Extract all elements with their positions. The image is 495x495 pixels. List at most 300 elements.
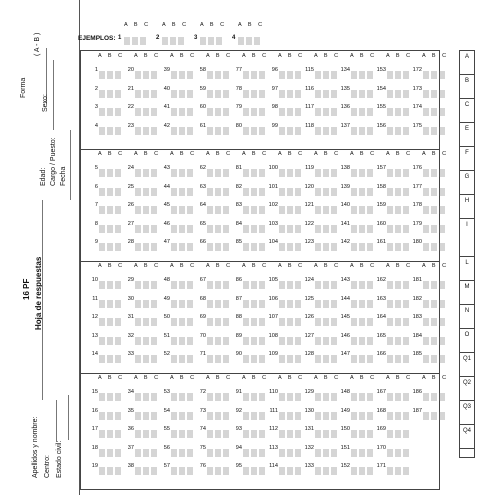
- bubble-option-a[interactable]: [207, 90, 213, 98]
- bubble-option-c[interactable]: [367, 449, 373, 457]
- bubble-option-a[interactable]: [99, 206, 105, 214]
- bubble-option-c[interactable]: [223, 225, 229, 233]
- bubble-option-a[interactable]: [207, 318, 213, 326]
- bubble-option-b[interactable]: [323, 71, 329, 79]
- bubble-option-c[interactable]: [223, 467, 229, 475]
- bubble-option-c[interactable]: [367, 243, 373, 251]
- bubble-option-b[interactable]: [179, 281, 185, 289]
- bubble-option-a[interactable]: [351, 467, 357, 475]
- bubble-option-b[interactable]: [251, 412, 257, 420]
- bubble-option-b[interactable]: [323, 430, 329, 438]
- bubble-option-b[interactable]: [359, 467, 365, 475]
- bubble-option-c[interactable]: [115, 243, 121, 251]
- bubble-option-a[interactable]: [351, 108, 357, 116]
- bubble-option-a[interactable]: [171, 449, 177, 457]
- bubble-option-a[interactable]: [387, 108, 393, 116]
- bubble-option-a[interactable]: [243, 127, 249, 135]
- bubble-option-c[interactable]: [178, 37, 184, 45]
- bubble-option-c[interactable]: [295, 90, 301, 98]
- bubble-option-a[interactable]: [99, 337, 105, 345]
- bubble-option-c[interactable]: [295, 412, 301, 420]
- bubble-option-c[interactable]: [151, 412, 157, 420]
- bubble-option-a[interactable]: [99, 108, 105, 116]
- bubble-option-c[interactable]: [223, 355, 229, 363]
- bubble-option-b[interactable]: [359, 127, 365, 135]
- bubble-option-a[interactable]: [279, 108, 285, 116]
- bubble-option-a[interactable]: [315, 90, 321, 98]
- bubble-option-c[interactable]: [187, 281, 193, 289]
- bubble-option-c[interactable]: [367, 355, 373, 363]
- bubble-option-a[interactable]: [387, 281, 393, 289]
- bubble-option-b[interactable]: [143, 393, 149, 401]
- bubble-option-a[interactable]: [243, 412, 249, 420]
- bubble-option-c[interactable]: [259, 467, 265, 475]
- bubble-option-a[interactable]: [351, 281, 357, 289]
- bubble-option-b[interactable]: [287, 127, 293, 135]
- bubble-option-b[interactable]: [395, 90, 401, 98]
- bubble-option-c[interactable]: [259, 206, 265, 214]
- bubble-option-c[interactable]: [367, 281, 373, 289]
- bubble-option-b[interactable]: [143, 467, 149, 475]
- bubble-option-b[interactable]: [107, 90, 113, 98]
- bubble-option-b[interactable]: [395, 337, 401, 345]
- bubble-option-b[interactable]: [251, 467, 257, 475]
- bubble-option-a[interactable]: [99, 467, 105, 475]
- bubble-option-b[interactable]: [287, 467, 293, 475]
- bubble-option-a[interactable]: [387, 393, 393, 401]
- bubble-option-b[interactable]: [431, 169, 437, 177]
- bubble-option-a[interactable]: [423, 188, 429, 196]
- bubble-option-c[interactable]: [187, 412, 193, 420]
- bubble-option-b[interactable]: [215, 206, 221, 214]
- bubble-option-c[interactable]: [259, 90, 265, 98]
- bubble-option-a[interactable]: [315, 467, 321, 475]
- bubble-option-c[interactable]: [115, 206, 121, 214]
- bubble-option-c[interactable]: [187, 430, 193, 438]
- bubble-option-b[interactable]: [132, 37, 138, 45]
- bubble-option-c[interactable]: [367, 225, 373, 233]
- bubble-option-b[interactable]: [143, 108, 149, 116]
- bubble-option-a[interactable]: [135, 467, 141, 475]
- bubble-option-c[interactable]: [223, 393, 229, 401]
- bubble-option-c[interactable]: [295, 449, 301, 457]
- bubble-option-a[interactable]: [99, 393, 105, 401]
- bubble-option-b[interactable]: [323, 300, 329, 308]
- bubble-option-b[interactable]: [359, 449, 365, 457]
- bubble-option-c[interactable]: [223, 188, 229, 196]
- bubble-option-c[interactable]: [187, 225, 193, 233]
- bubble-option-c[interactable]: [403, 430, 409, 438]
- bubble-option-c[interactable]: [223, 430, 229, 438]
- bubble-option-c[interactable]: [223, 90, 229, 98]
- bubble-option-c[interactable]: [331, 108, 337, 116]
- bubble-option-c[interactable]: [439, 206, 445, 214]
- bubble-option-c[interactable]: [439, 127, 445, 135]
- bubble-option-c[interactable]: [367, 300, 373, 308]
- bubble-option-c[interactable]: [259, 243, 265, 251]
- bubble-option-a[interactable]: [243, 449, 249, 457]
- bubble-option-b[interactable]: [143, 188, 149, 196]
- bubble-option-a[interactable]: [99, 281, 105, 289]
- bubble-option-c[interactable]: [259, 108, 265, 116]
- bubble-option-a[interactable]: [207, 127, 213, 135]
- bubble-option-c[interactable]: [115, 90, 121, 98]
- bubble-option-a[interactable]: [171, 300, 177, 308]
- bubble-option-a[interactable]: [387, 169, 393, 177]
- bubble-option-b[interactable]: [215, 430, 221, 438]
- bubble-option-a[interactable]: [351, 355, 357, 363]
- bubble-option-a[interactable]: [135, 243, 141, 251]
- bubble-option-c[interactable]: [223, 243, 229, 251]
- bubble-option-b[interactable]: [287, 281, 293, 289]
- bubble-option-b[interactable]: [287, 430, 293, 438]
- bubble-option-b[interactable]: [246, 37, 252, 45]
- bubble-option-a[interactable]: [279, 449, 285, 457]
- bubble-option-c[interactable]: [187, 90, 193, 98]
- bubble-option-b[interactable]: [215, 71, 221, 79]
- bubble-option-c[interactable]: [367, 467, 373, 475]
- bubble-option-b[interactable]: [143, 206, 149, 214]
- bubble-option-b[interactable]: [179, 188, 185, 196]
- bubble-option-b[interactable]: [179, 206, 185, 214]
- bubble-option-a[interactable]: [135, 318, 141, 326]
- bubble-option-a[interactable]: [99, 449, 105, 457]
- bubble-option-c[interactable]: [331, 188, 337, 196]
- bubble-option-c[interactable]: [223, 412, 229, 420]
- bubble-option-b[interactable]: [215, 355, 221, 363]
- bubble-option-b[interactable]: [251, 300, 257, 308]
- bubble-option-a[interactable]: [315, 449, 321, 457]
- bubble-option-b[interactable]: [215, 449, 221, 457]
- bubble-option-b[interactable]: [359, 71, 365, 79]
- bubble-option-b[interactable]: [215, 127, 221, 135]
- bubble-option-a[interactable]: [171, 337, 177, 345]
- bubble-option-b[interactable]: [107, 467, 113, 475]
- bubble-option-c[interactable]: [259, 412, 265, 420]
- bubble-option-a[interactable]: [243, 169, 249, 177]
- bubble-option-b[interactable]: [143, 225, 149, 233]
- bubble-option-b[interactable]: [143, 449, 149, 457]
- bubble-option-c[interactable]: [223, 337, 229, 345]
- bubble-option-a[interactable]: [243, 467, 249, 475]
- bubble-option-b[interactable]: [251, 188, 257, 196]
- bubble-option-a[interactable]: [387, 430, 393, 438]
- bubble-option-a[interactable]: [99, 127, 105, 135]
- bubble-option-b[interactable]: [431, 206, 437, 214]
- bubble-option-a[interactable]: [315, 188, 321, 196]
- bubble-option-c[interactable]: [151, 300, 157, 308]
- bubble-option-c[interactable]: [439, 71, 445, 79]
- bubble-option-b[interactable]: [395, 206, 401, 214]
- bubble-option-c[interactable]: [115, 127, 121, 135]
- bubble-option-a[interactable]: [423, 90, 429, 98]
- bubble-option-c[interactable]: [115, 318, 121, 326]
- bubble-option-b[interactable]: [323, 318, 329, 326]
- bubble-option-a[interactable]: [351, 393, 357, 401]
- bubble-option-b[interactable]: [143, 337, 149, 345]
- bubble-option-c[interactable]: [367, 337, 373, 345]
- bubble-option-a[interactable]: [135, 225, 141, 233]
- bubble-option-a[interactable]: [207, 300, 213, 308]
- bubble-option-a[interactable]: [171, 127, 177, 135]
- bubble-option-c[interactable]: [403, 225, 409, 233]
- bubble-option-c[interactable]: [151, 337, 157, 345]
- bubble-option-b[interactable]: [395, 300, 401, 308]
- bubble-option-b[interactable]: [359, 243, 365, 251]
- bubble-option-c[interactable]: [403, 300, 409, 308]
- bubble-option-b[interactable]: [431, 90, 437, 98]
- bubble-option-a[interactable]: [207, 206, 213, 214]
- bubble-option-c[interactable]: [295, 318, 301, 326]
- bubble-option-c[interactable]: [151, 225, 157, 233]
- bubble-option-c[interactable]: [115, 169, 121, 177]
- bubble-option-c[interactable]: [223, 169, 229, 177]
- bubble-option-b[interactable]: [431, 71, 437, 79]
- bubble-option-a[interactable]: [99, 430, 105, 438]
- bubble-option-b[interactable]: [251, 127, 257, 135]
- bubble-option-a[interactable]: [135, 281, 141, 289]
- bubble-option-a[interactable]: [351, 127, 357, 135]
- bubble-option-c[interactable]: [115, 412, 121, 420]
- bubble-option-a[interactable]: [423, 355, 429, 363]
- bubble-option-c[interactable]: [115, 188, 121, 196]
- bubble-option-b[interactable]: [107, 318, 113, 326]
- bubble-option-b[interactable]: [431, 337, 437, 345]
- bubble-option-a[interactable]: [387, 225, 393, 233]
- bubble-option-a[interactable]: [99, 188, 105, 196]
- bubble-option-c[interactable]: [331, 206, 337, 214]
- bubble-option-a[interactable]: [207, 449, 213, 457]
- bubble-option-a[interactable]: [351, 90, 357, 98]
- bubble-option-b[interactable]: [143, 281, 149, 289]
- bubble-option-c[interactable]: [331, 281, 337, 289]
- bubble-option-b[interactable]: [323, 243, 329, 251]
- bubble-option-c[interactable]: [151, 318, 157, 326]
- bubble-option-c[interactable]: [151, 281, 157, 289]
- bubble-option-c[interactable]: [403, 355, 409, 363]
- bubble-option-b[interactable]: [143, 318, 149, 326]
- bubble-option-c[interactable]: [367, 169, 373, 177]
- bubble-option-a[interactable]: [387, 318, 393, 326]
- bubble-option-b[interactable]: [359, 188, 365, 196]
- bubble-option-c[interactable]: [331, 225, 337, 233]
- bubble-option-a[interactable]: [207, 337, 213, 345]
- bubble-option-a[interactable]: [279, 300, 285, 308]
- bubble-option-a[interactable]: [279, 430, 285, 438]
- bubble-option-c[interactable]: [254, 37, 260, 45]
- bubble-option-c[interactable]: [259, 337, 265, 345]
- bubble-option-b[interactable]: [215, 412, 221, 420]
- bubble-option-b[interactable]: [359, 393, 365, 401]
- bubble-option-c[interactable]: [223, 449, 229, 457]
- bubble-option-c[interactable]: [331, 71, 337, 79]
- bubble-option-a[interactable]: [279, 355, 285, 363]
- bubble-option-c[interactable]: [259, 188, 265, 196]
- bubble-option-a[interactable]: [315, 225, 321, 233]
- bubble-option-a[interactable]: [315, 127, 321, 135]
- bubble-option-b[interactable]: [287, 300, 293, 308]
- bubble-option-b[interactable]: [107, 281, 113, 289]
- bubble-option-b[interactable]: [251, 281, 257, 289]
- bubble-option-b[interactable]: [287, 169, 293, 177]
- bubble-option-b[interactable]: [215, 225, 221, 233]
- bubble-option-a[interactable]: [99, 71, 105, 79]
- bubble-option-b[interactable]: [323, 225, 329, 233]
- bubble-option-a[interactable]: [279, 169, 285, 177]
- bubble-option-a[interactable]: [423, 206, 429, 214]
- bubble-option-c[interactable]: [331, 467, 337, 475]
- bubble-option-b[interactable]: [359, 300, 365, 308]
- bubble-option-c[interactable]: [187, 467, 193, 475]
- bubble-option-c[interactable]: [403, 449, 409, 457]
- bubble-option-b[interactable]: [395, 169, 401, 177]
- bubble-option-a[interactable]: [279, 206, 285, 214]
- bubble-option-b[interactable]: [431, 188, 437, 196]
- bubble-option-b[interactable]: [431, 300, 437, 308]
- bubble-option-a[interactable]: [171, 412, 177, 420]
- bubble-option-a[interactable]: [99, 169, 105, 177]
- bubble-option-a[interactable]: [243, 188, 249, 196]
- bubble-option-c[interactable]: [403, 188, 409, 196]
- bubble-option-a[interactable]: [243, 225, 249, 233]
- bubble-option-c[interactable]: [295, 430, 301, 438]
- bubble-option-b[interactable]: [208, 37, 214, 45]
- bubble-option-a[interactable]: [207, 430, 213, 438]
- bubble-option-a[interactable]: [99, 90, 105, 98]
- bubble-option-a[interactable]: [315, 355, 321, 363]
- bubble-option-b[interactable]: [431, 127, 437, 135]
- bubble-option-b[interactable]: [251, 225, 257, 233]
- bubble-option-b[interactable]: [323, 412, 329, 420]
- bubble-option-c[interactable]: [403, 318, 409, 326]
- bubble-option-c[interactable]: [295, 337, 301, 345]
- bubble-option-b[interactable]: [179, 169, 185, 177]
- bubble-option-a[interactable]: [207, 169, 213, 177]
- bubble-option-a[interactable]: [423, 300, 429, 308]
- bubble-option-a[interactable]: [171, 206, 177, 214]
- bubble-option-a[interactable]: [279, 281, 285, 289]
- bubble-option-c[interactable]: [151, 467, 157, 475]
- bubble-option-a[interactable]: [135, 300, 141, 308]
- bubble-option-a[interactable]: [423, 169, 429, 177]
- bubble-option-c[interactable]: [187, 169, 193, 177]
- bubble-option-c[interactable]: [367, 206, 373, 214]
- bubble-option-c[interactable]: [115, 393, 121, 401]
- bubble-option-c[interactable]: [115, 337, 121, 345]
- bubble-option-a[interactable]: [135, 412, 141, 420]
- bubble-option-b[interactable]: [107, 393, 113, 401]
- bubble-option-b[interactable]: [179, 355, 185, 363]
- bubble-option-c[interactable]: [331, 337, 337, 345]
- bubble-option-c[interactable]: [187, 449, 193, 457]
- bubble-option-a[interactable]: [423, 108, 429, 116]
- bubble-option-a[interactable]: [243, 337, 249, 345]
- bubble-option-c[interactable]: [295, 127, 301, 135]
- bubble-option-a[interactable]: [423, 71, 429, 79]
- bubble-option-b[interactable]: [215, 169, 221, 177]
- bubble-option-b[interactable]: [251, 108, 257, 116]
- bubble-option-b[interactable]: [251, 71, 257, 79]
- bubble-option-a[interactable]: [315, 243, 321, 251]
- bubble-option-c[interactable]: [187, 300, 193, 308]
- bubble-option-b[interactable]: [359, 318, 365, 326]
- bubble-option-b[interactable]: [179, 71, 185, 79]
- bubble-option-c[interactable]: [403, 206, 409, 214]
- bubble-option-a[interactable]: [171, 430, 177, 438]
- bubble-option-b[interactable]: [251, 393, 257, 401]
- bubble-option-c[interactable]: [259, 281, 265, 289]
- bubble-option-c[interactable]: [115, 108, 121, 116]
- bubble-option-a[interactable]: [351, 71, 357, 79]
- bubble-option-c[interactable]: [367, 318, 373, 326]
- bubble-option-b[interactable]: [107, 188, 113, 196]
- bubble-option-a[interactable]: [279, 412, 285, 420]
- bubble-option-b[interactable]: [395, 188, 401, 196]
- bubble-option-b[interactable]: [359, 108, 365, 116]
- bubble-option-c[interactable]: [151, 430, 157, 438]
- bubble-option-b[interactable]: [323, 90, 329, 98]
- bubble-option-c[interactable]: [115, 71, 121, 79]
- bubble-option-c[interactable]: [403, 393, 409, 401]
- bubble-option-c[interactable]: [151, 449, 157, 457]
- bubble-option-b[interactable]: [287, 90, 293, 98]
- bubble-option-c[interactable]: [331, 430, 337, 438]
- bubble-option-c[interactable]: [403, 281, 409, 289]
- bubble-option-c[interactable]: [439, 337, 445, 345]
- bubble-option-b[interactable]: [395, 467, 401, 475]
- bubble-option-a[interactable]: [351, 337, 357, 345]
- bubble-option-c[interactable]: [439, 225, 445, 233]
- bubble-option-b[interactable]: [179, 127, 185, 135]
- bubble-option-a[interactable]: [171, 467, 177, 475]
- bubble-option-a[interactable]: [171, 318, 177, 326]
- bubble-option-a[interactable]: [351, 169, 357, 177]
- bubble-option-a[interactable]: [243, 71, 249, 79]
- bubble-option-b[interactable]: [143, 127, 149, 135]
- bubble-option-b[interactable]: [251, 169, 257, 177]
- bubble-option-b[interactable]: [251, 243, 257, 251]
- bubble-option-b[interactable]: [179, 300, 185, 308]
- bubble-option-b[interactable]: [431, 225, 437, 233]
- bubble-option-b[interactable]: [431, 108, 437, 116]
- bubble-option-a[interactable]: [351, 430, 357, 438]
- bubble-option-b[interactable]: [215, 318, 221, 326]
- bubble-option-c[interactable]: [187, 355, 193, 363]
- bubble-option-c[interactable]: [259, 355, 265, 363]
- bubble-option-a[interactable]: [315, 281, 321, 289]
- bubble-option-a[interactable]: [207, 467, 213, 475]
- bubble-option-a[interactable]: [99, 225, 105, 233]
- bubble-option-c[interactable]: [223, 206, 229, 214]
- bubble-option-c[interactable]: [187, 127, 193, 135]
- bubble-option-a[interactable]: [387, 467, 393, 475]
- bubble-option-b[interactable]: [395, 355, 401, 363]
- bubble-option-b[interactable]: [215, 300, 221, 308]
- bubble-option-b[interactable]: [179, 449, 185, 457]
- bubble-option-b[interactable]: [395, 449, 401, 457]
- bubble-option-b[interactable]: [287, 206, 293, 214]
- bubble-option-b[interactable]: [395, 127, 401, 135]
- bubble-option-c[interactable]: [439, 281, 445, 289]
- bubble-option-a[interactable]: [135, 169, 141, 177]
- bubble-option-a[interactable]: [279, 243, 285, 251]
- bubble-option-c[interactable]: [259, 225, 265, 233]
- bubble-option-a[interactable]: [279, 467, 285, 475]
- bubble-option-a[interactable]: [351, 188, 357, 196]
- bubble-option-c[interactable]: [187, 71, 193, 79]
- bubble-option-c[interactable]: [403, 467, 409, 475]
- bubble-option-c[interactable]: [439, 412, 445, 420]
